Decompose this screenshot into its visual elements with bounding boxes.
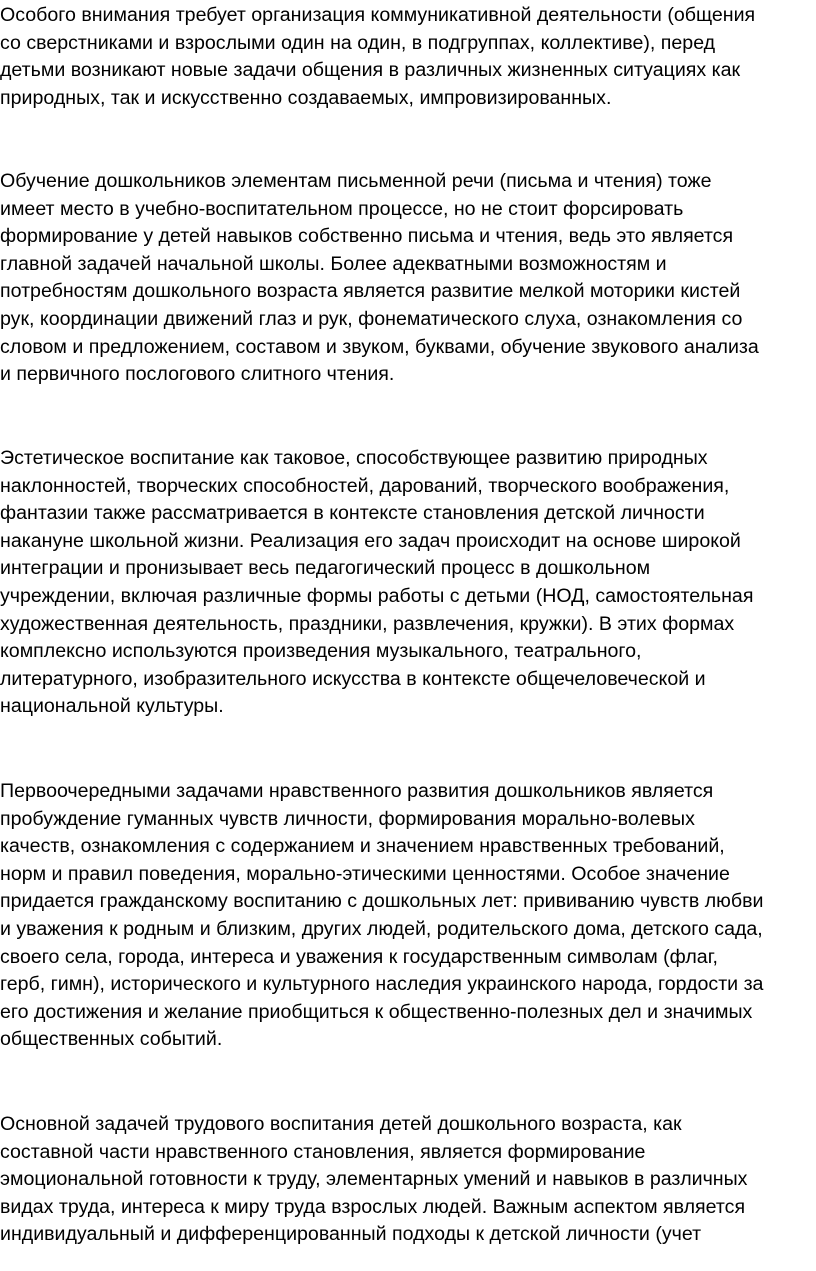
text-line: наклонностей, творческих способностей, дарований, творческого воображения,	[0, 474, 730, 497]
text-line: формирование у детей навыков собственно письма и чтения, ведь это является	[0, 225, 734, 248]
text-line: рук, координации движений глаз и рук, фонематического слуха, ознакомления со	[0, 307, 743, 330]
text-line: Особого внимания требует организация коммуникативной деятельности (общения	[0, 4, 756, 26]
text-line: качеств, ознакомления с содержанием и значением нравственных требований,	[0, 835, 725, 858]
text-line: норм и правил поведения, морально-этическими ценностями. Особое значение	[0, 862, 730, 885]
text-line: общественных событий.	[0, 1028, 223, 1051]
paragraph-communication	[0, 2, 816, 112]
text-line: и первичного послогового слитного чтения.	[0, 363, 395, 386]
text-line: комплексно используются произведения музыкального, театрального,	[0, 640, 642, 663]
text-line: придается гражданскому воспитанию с дошкольных лет: прививанию чувств любви	[0, 890, 764, 913]
text-line: словом и предложением, составом и звуком, буквами, обучение звукового анализа	[0, 335, 759, 358]
paragraph-moral-development	[0, 778, 816, 1054]
text-line: и уважения к родным и близким, других людей, родительского дома, детского сада,	[0, 917, 763, 940]
text-line: видах труда, интереса к миру труда взрослых людей. Важным аспектом является	[0, 1195, 746, 1218]
text-line: эмоциональной готовности к труду, элементарных умений и навыков в различных	[0, 1168, 748, 1191]
text-line: индивидуальный и дифференцированный подходы к детской личности (учет	[0, 1223, 702, 1246]
text-line: литературного, изобразительного искусства в контексте общечеловеческой и	[0, 667, 706, 690]
paragraph-written-speech	[0, 168, 816, 389]
text-line: герб, гимн), исторического и культурного наследия украинского народа, гордости за	[0, 973, 764, 996]
text-line: фантазии также рассматривается в контексте становления детской личности	[0, 502, 705, 525]
text-line: природных, так и искусственно создаваемых, импровизированных.	[0, 86, 612, 109]
text-line: пробуждение гуманных чувств личности, формирования морально-волевых	[0, 807, 695, 830]
text-line: составной части нравственного становления, является формирование	[0, 1140, 646, 1163]
text-line: его достижения и желание приобщиться к общественно-полезных дел и значимых	[0, 1000, 753, 1023]
text-line: потребностям дошкольного возраста является развитие мелкой моторики кистей	[0, 280, 741, 303]
paragraph-labor-education	[0, 1111, 816, 1249]
text-line: своего села, города, интереса и уважения к государственным символам (флаг,	[0, 945, 718, 968]
text-line: художественная деятельность, праздники, развлечения, кружки). В этих формах	[0, 612, 735, 635]
text-line: детьми возникают новые задачи общения в различных жизненных ситуациях как	[0, 59, 741, 82]
text-line: Обучение дошкольников элементам письменной речи (письма и чтения) тоже	[0, 170, 712, 192]
text-line: учреждении, включая различные формы работы с детьми (НОД, самостоятельная	[0, 584, 754, 607]
text-line: интеграции и пронизывает весь педагогический процесс в дошкольном	[0, 557, 651, 580]
paragraph-aesthetic-education	[0, 445, 816, 721]
text-line: имеет место в учебно-воспитательном процессе, но не стоит форсировать	[0, 197, 684, 220]
text-line: главной задачей начальной школы. Более адекватными возможностям и	[0, 252, 667, 275]
text-line: со сверстниками и взрослыми один на один, в подгруппах, коллективе), перед	[0, 31, 716, 54]
text-line: Эстетическое воспитание как таковое, способствующее развитию природных	[0, 447, 708, 469]
text-line: национальной культуры.	[0, 695, 224, 718]
text-line: Основной задачей трудового воспитания детей дошкольного возраста, как	[0, 1113, 682, 1135]
text-line: Первоочередными задачами нравственного развития дошкольников является	[0, 780, 714, 802]
text-line: накануне школьной жизни. Реализация его задач происходит на основе широкой	[0, 529, 741, 552]
